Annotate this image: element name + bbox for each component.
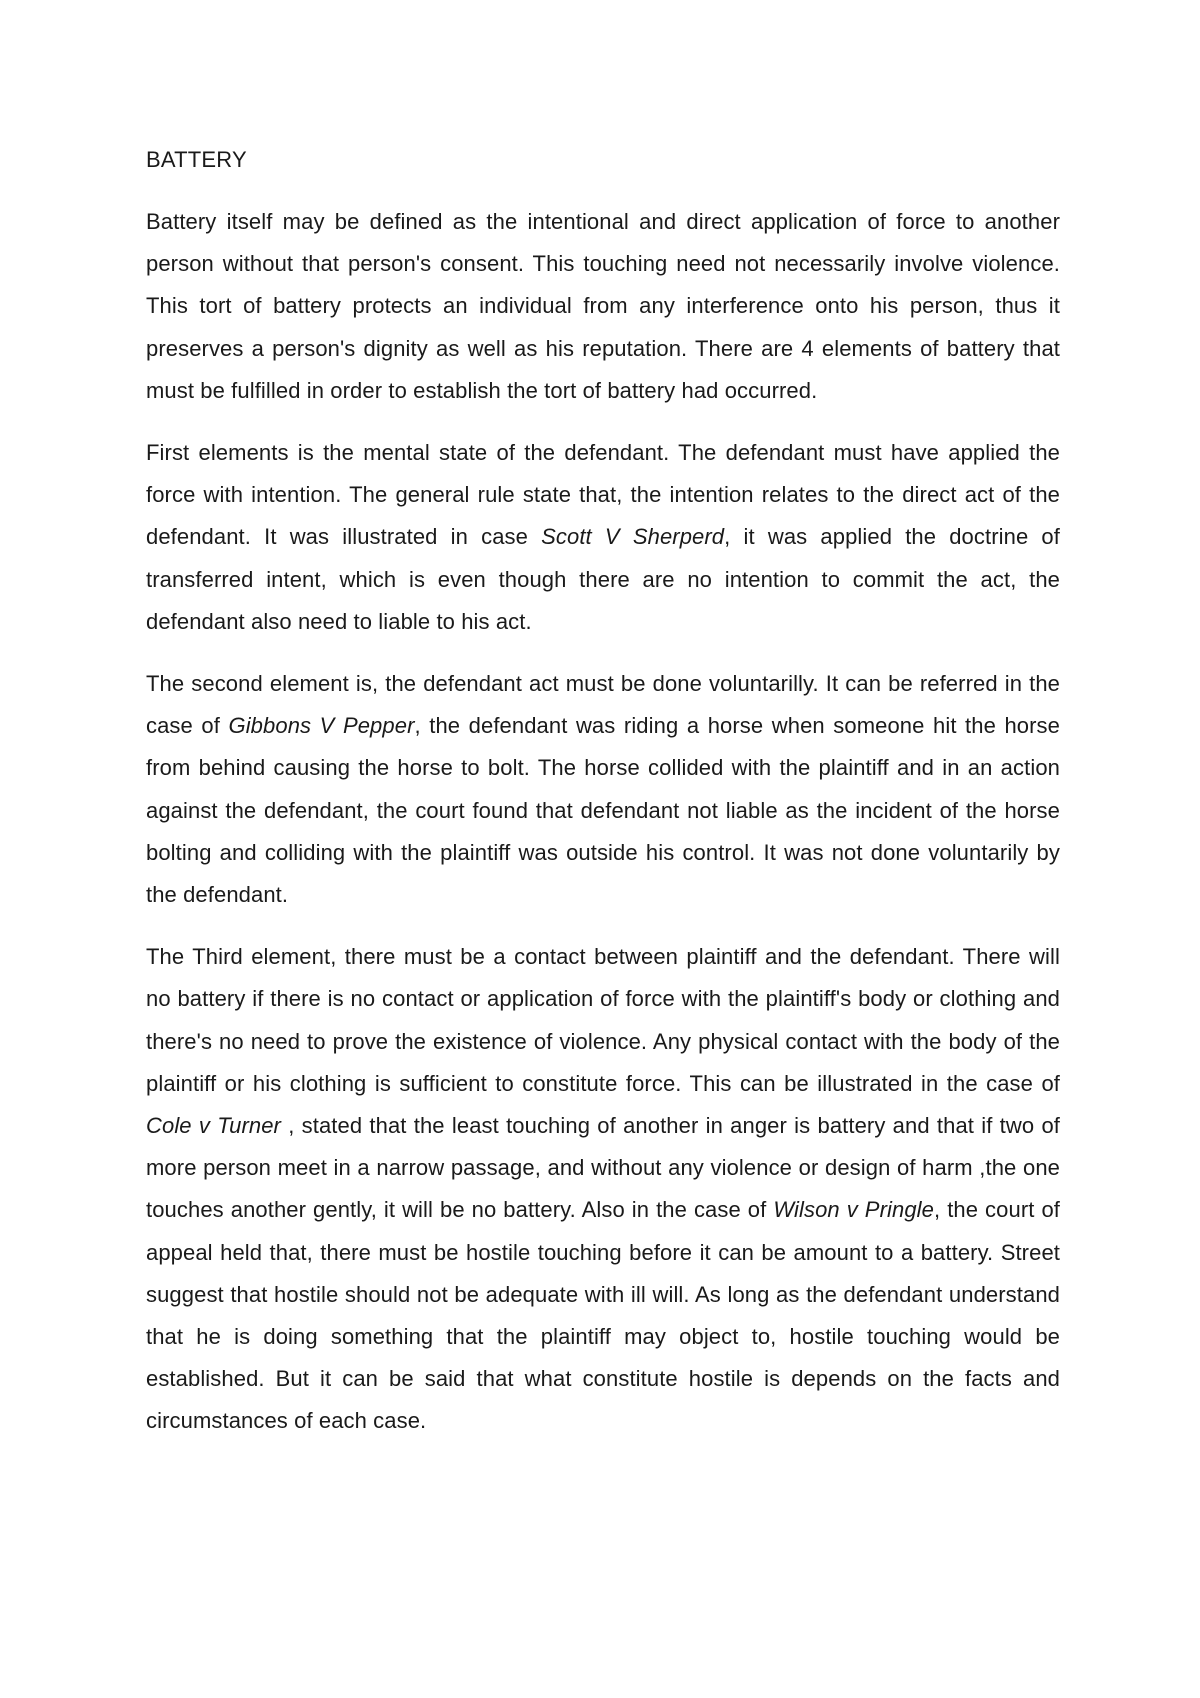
paragraph-text: , the defendant was riding a horse when someone hit the horse from behind causing the horse to bolt. The horse collided with the plaintiff and in an action against the defendant, the court found that defendant not liable as the incident of the horse bolting and colliding with the plaintiff was outside his control. It was not done voluntarily by the defendant. (146, 713, 1060, 908)
document-title: BATTERY (146, 147, 247, 172)
paragraph-third-element (146, 936, 1060, 1442)
paragraph-text: The second element is, the defendant act must be done voluntarilly. It can be referred in the case of (146, 671, 1060, 739)
paragraph-text: , it was applied the doctrine of transferred intent, which is even though there are no intention to commit the act, the defendant also need to liable to his act. (146, 524, 1060, 634)
paragraph-text: , the court of appeal held that, there must be hostile touching before it can be amount to a battery. Street suggest that hostile should not be adequate with ill will. As long as the defendant understand that he is doing something that the plaintiff may object to, hostile touching would be established. But it can be said that what constitute hostile is depends on the facts and circumstances of each case. (146, 1197, 1060, 1434)
paragraph-text: First elements is the mental state of the defendant. The defendant must have applied the force with intention. The general rule state that, the intention relates to the direct act of the defendant. It was illustrated in case (146, 440, 1060, 550)
case-citation-wilson-v-pringle: Wilson v Pringle (773, 1197, 934, 1223)
document-body (146, 140, 1060, 1463)
paragraph-definition (146, 201, 1060, 412)
paragraph-text: , stated that the least touching of another in anger is battery and that if two of more person meet in a narrow passage, and without any violence or design of harm ,the one touches another gently, it will be no battery. Also in the case of (146, 1113, 1060, 1223)
paragraph-text: Battery itself may be defined as the intentional and direct application of force to another person without that person's consent. This touching need not necessarily involve violence. This tort of battery protects an individual from any interference onto his person, thus it preserves a person's dignity as well as his reputation. There are 4 elements of battery that must be fulfilled in order to establish the tort of battery had occurred. (146, 209, 1060, 403)
case-citation-cole-v-turner: Cole v Turner (146, 1113, 281, 1139)
case-citation-gibbons-v-pepper: Gibbons V Pepper (228, 713, 415, 739)
paragraph-first-element (146, 432, 1060, 643)
case-citation-scott-v-sherperd: Scott V Sherperd (541, 524, 725, 550)
paragraph-second-element (146, 663, 1060, 916)
paragraph-text: The Third element, there must be a contact between plaintiff and the defendant. There will no battery if there is no contact or application of force with the plaintiff's body or clothing and there's no need to prove the existence of violence. Any physical contact with the body of the plaintiff or his clothing is sufficient to constitute force. This can be illustrated in the case of (146, 944, 1060, 1096)
